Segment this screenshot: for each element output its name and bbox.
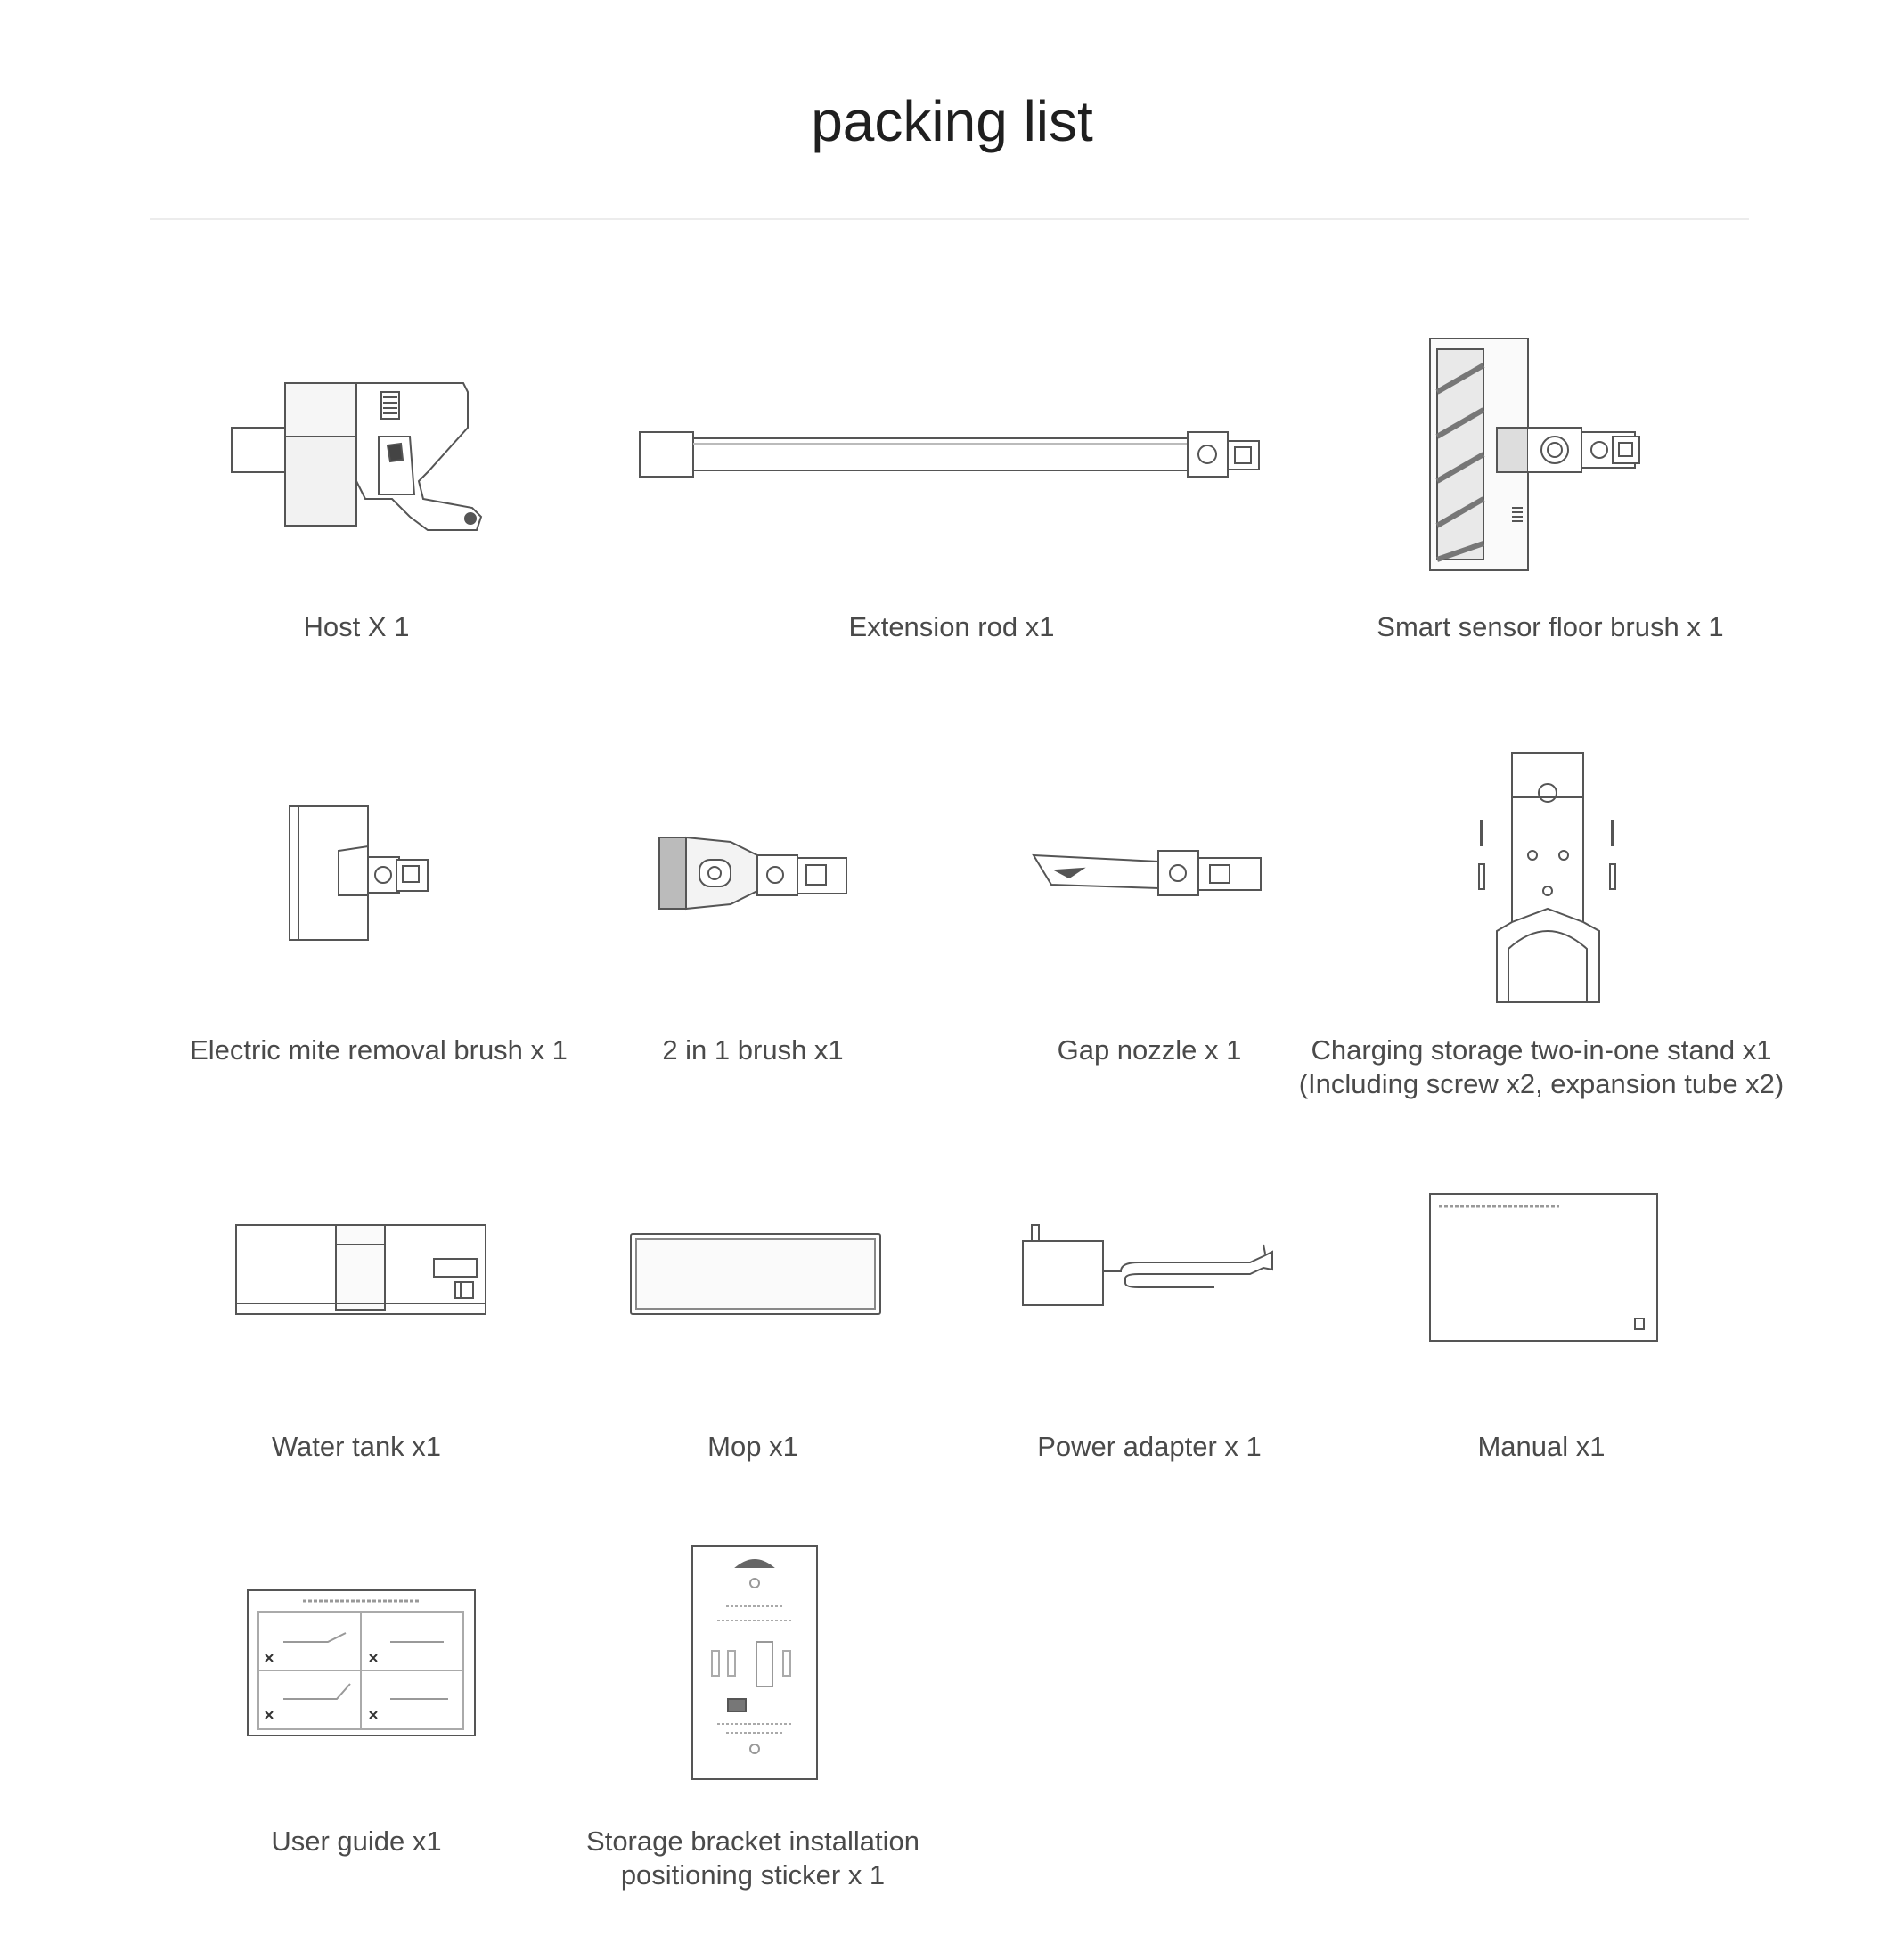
item-label: User guide x1 (271, 1825, 442, 1857)
item-label: Host X 1 (303, 611, 410, 642)
water-tank-icon (236, 1225, 486, 1319)
item-sublabel: positioning sticker x 1 (620, 1859, 886, 1891)
item-label: Water tank x1 (271, 1431, 442, 1462)
two-in-one-brush-icon (659, 833, 851, 913)
extension-rod-icon (640, 428, 1263, 481)
sticker-icon (692, 1546, 817, 1779)
handheld-vacuum-host-icon (232, 374, 490, 535)
mop-icon (631, 1234, 880, 1314)
user-guide-icon (248, 1590, 475, 1735)
item-label: Gap nozzle x 1 (1057, 1034, 1242, 1066)
item-label: Electric mite removal brush x 1 (190, 1034, 568, 1066)
item-label: Storage bracket installation positioning sticker x 1 (586, 1825, 919, 1891)
title-divider (150, 218, 1749, 220)
page-title: packing list (811, 89, 1093, 153)
item-sublabel: (Including screw x2, expansion tube x2) (1298, 1068, 1785, 1099)
manual-icon (1430, 1194, 1657, 1341)
item-label: Smart sensor floor brush x 1 (1377, 611, 1724, 642)
floor-brush-icon (1430, 339, 1662, 570)
item-label: Power adapter x 1 (1037, 1431, 1262, 1462)
power-adapter-icon (1023, 1225, 1277, 1305)
item-label: Manual x1 (1477, 1431, 1606, 1462)
gap-nozzle-icon (1034, 851, 1265, 900)
charging-stand-icon (1475, 753, 1617, 1002)
item-label: Extension rod x1 (848, 611, 1055, 642)
item-label: Mop x1 (707, 1431, 798, 1462)
mite-removal-brush-icon (290, 802, 432, 944)
item-label: 2 in 1 brush x1 (662, 1034, 844, 1066)
item-label: Charging storage two-in-one stand x1 (Including screw x2, expansion tube x2) (1298, 1034, 1785, 1099)
